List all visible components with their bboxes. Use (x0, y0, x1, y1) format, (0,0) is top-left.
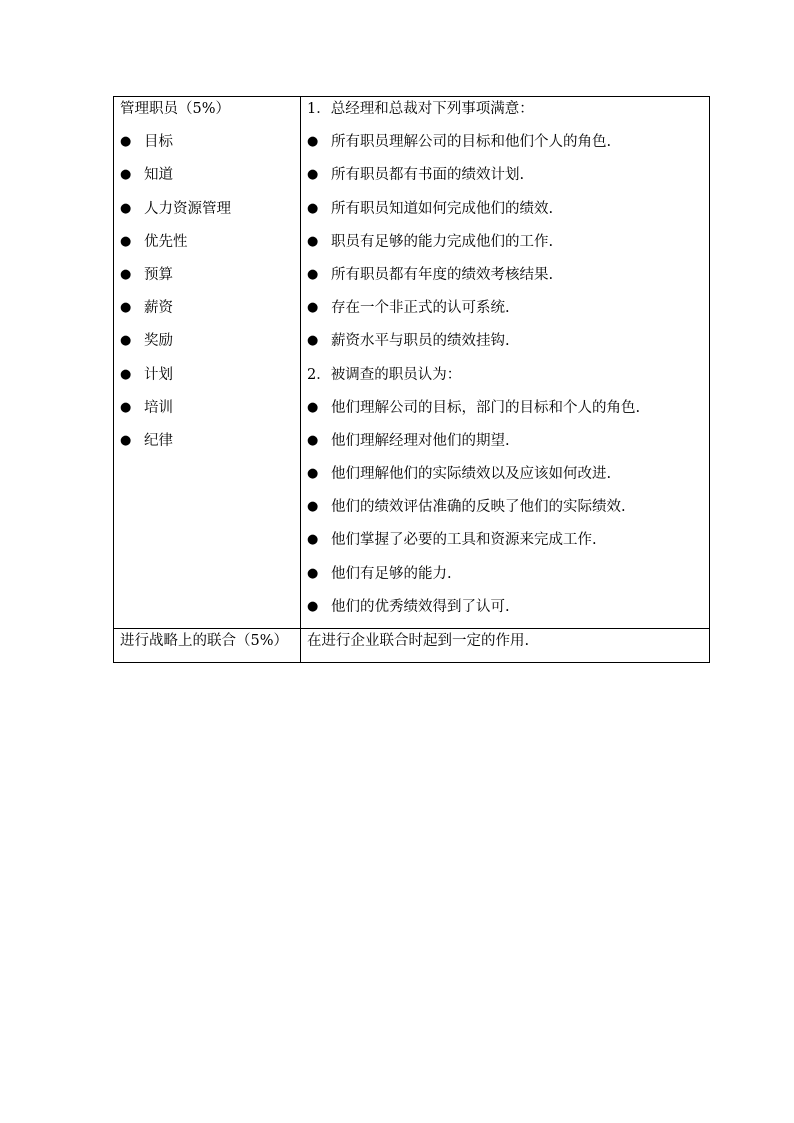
list-item (114, 263, 300, 296)
list-item-text: 薪资水平与职员的绩效挂钩. (331, 333, 510, 350)
list-item-text: 存在一个非正式的认可系统. (331, 300, 510, 317)
list-item (114, 296, 300, 329)
bullet-dot-icon: ● (120, 134, 132, 150)
list-item (301, 163, 709, 196)
list-item-text: 优先性 (144, 233, 188, 250)
list-item-text: 奖励 (144, 333, 173, 350)
list-item (114, 396, 300, 429)
list-item-text: 他们的绩效评估准确的反映了他们的实际绩效. (331, 499, 626, 516)
bullet-dot-icon: ● (307, 333, 319, 349)
list-item-text: 人力资源管理 (144, 200, 231, 217)
list-item-text: 他们掌握了必要的工具和资源来完成工作. (331, 532, 597, 549)
list-item-text: 他们理解经理对他们的期望. (331, 432, 510, 449)
list-item (114, 230, 300, 263)
list-item-text: 职员有足够的能力完成他们的工作. (331, 233, 554, 250)
table-row-management (114, 97, 710, 629)
list-item (301, 562, 709, 595)
list-item (301, 263, 709, 296)
list-item (301, 197, 709, 230)
list-item-text: 知道 (144, 167, 173, 184)
cell-management-criteria (301, 97, 710, 629)
category-title: 管理职员（5%） (120, 101, 231, 117)
alliance-category-text: 进行战略上的联合（5%） (120, 633, 289, 649)
bullet-dot-icon: ● (307, 432, 319, 448)
table-row-strategic-alliance (114, 629, 710, 663)
bullet-dot-icon: ● (307, 200, 319, 216)
bullet-dot-icon: ● (120, 300, 132, 316)
list-item-text: 纪律 (144, 432, 173, 449)
bullet-dot-icon: ● (307, 499, 319, 515)
list-item (301, 528, 709, 561)
list-item-text: 所有职员都有年度的绩效考核结果. (331, 266, 554, 283)
list-item-text: 目标 (144, 134, 173, 151)
list-item (301, 429, 709, 462)
bullet-dot-icon: ● (307, 233, 319, 249)
list-item (301, 296, 709, 329)
bullet-dot-icon: ● (120, 366, 132, 382)
list-item-text: 他们理解公司的目标，部门的目标和个人的角色. (331, 399, 641, 416)
bullet-dot-icon: ● (307, 399, 319, 415)
section1-heading: 1．总经理和总裁对下列事项满意： (307, 101, 534, 117)
list-item (301, 396, 709, 429)
list-item (114, 329, 300, 362)
bullet-dot-icon: ● (120, 333, 132, 349)
list-item-text: 所有职员都有书面的绩效计划. (331, 167, 525, 184)
list-item (114, 163, 300, 196)
bullet-dot-icon: ● (307, 466, 319, 482)
category-item-list (114, 130, 300, 462)
list-item-text: 培训 (144, 399, 173, 416)
cell-alliance-category (114, 629, 301, 663)
bullet-dot-icon: ● (307, 598, 319, 614)
bullet-dot-icon: ● (307, 565, 319, 581)
bullet-dot-icon: ● (120, 167, 132, 183)
cell-alliance-criteria (301, 629, 710, 663)
list-item-text: 计划 (144, 366, 173, 383)
bullet-dot-icon: ● (120, 399, 132, 415)
section2-heading: 2．被调查的职员认为： (307, 366, 462, 383)
bullet-dot-icon: ● (307, 134, 319, 150)
list-item-text: 预算 (144, 266, 173, 283)
list-item (301, 595, 709, 628)
bullet-dot-icon: ● (120, 432, 132, 448)
list-item (301, 230, 709, 263)
bullet-dot-icon: ● (307, 300, 319, 316)
list-item-text: 他们理解他们的实际绩效以及应该如何改进. (331, 466, 612, 483)
criteria-table (113, 96, 710, 663)
section1-item-list (301, 130, 709, 362)
bullet-dot-icon: ● (120, 233, 132, 249)
bullet-dot-icon: ● (120, 200, 132, 216)
list-item (114, 363, 300, 396)
list-item (114, 197, 300, 230)
list-item (301, 329, 709, 362)
list-item (301, 462, 709, 495)
list-item-text: 他们有足够的能力. (331, 565, 452, 582)
list-item (114, 429, 300, 462)
bullet-dot-icon: ● (120, 266, 132, 282)
bullet-dot-icon: ● (307, 532, 319, 548)
list-item (301, 130, 709, 163)
alliance-criteria-text: 在进行企业联合时起到一定的作用. (307, 633, 530, 649)
list-item-text: 他们的优秀绩效得到了认可. (331, 598, 510, 615)
list-item (301, 495, 709, 528)
list-item-text: 薪资 (144, 300, 173, 317)
section2-item-list (301, 396, 709, 628)
list-item-text: 所有职员知道如何完成他们的绩效. (331, 200, 554, 217)
list-item-text: 所有职员理解公司的目标和他们个人的角色. (331, 134, 612, 151)
bullet-dot-icon: ● (307, 167, 319, 183)
cell-management-category (114, 97, 301, 629)
bullet-dot-icon: ● (307, 266, 319, 282)
list-item (114, 130, 300, 163)
